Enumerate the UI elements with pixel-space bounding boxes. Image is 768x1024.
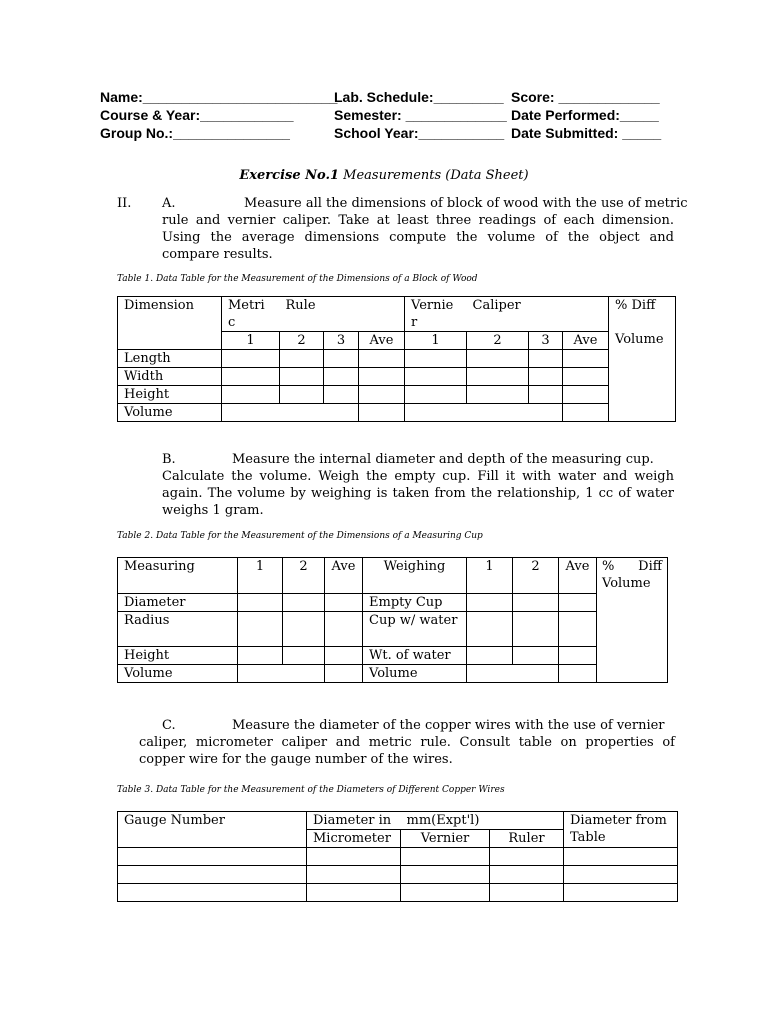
table-cell [238, 612, 283, 647]
table-cell [238, 665, 325, 683]
table2-caption: Table 2. Data Table for the Measurement of the Dimensions of a Measuring Cup [117, 531, 483, 541]
table-cell [401, 866, 490, 884]
table-cell [307, 848, 401, 866]
section-a-text: rule and vernier caliper. Take at least three readings of each dimension. Using the average dimensions compute the volume of the object and compare results. [162, 213, 674, 262]
header-row-3 [100, 124, 680, 142]
table-cell [283, 647, 325, 665]
table-cell [564, 848, 678, 866]
table1-row-label: Height [118, 386, 222, 404]
table-row [118, 866, 678, 884]
table2-w-sub-1: 1 [467, 558, 513, 594]
table3-header-row [118, 812, 678, 830]
table1-sub-1: 1 [222, 332, 280, 350]
table-cell [405, 368, 467, 386]
table-cell [238, 594, 283, 612]
table-cell [238, 647, 283, 665]
table2-row-3 [118, 647, 668, 665]
table1-metric-b: Rule [280, 297, 405, 332]
table3-caption: Table 3. Data Table for the Measurement of the Diameters of Different Copper Wires [117, 785, 505, 795]
table2-right-label: Cup w/ water [363, 612, 467, 647]
table-cell [559, 665, 597, 683]
score-field: Score: _____________ [511, 89, 660, 105]
group-no-field: Group No.:_______________ [100, 125, 290, 141]
table-cell [118, 848, 307, 866]
student-info-header [100, 88, 680, 142]
table-cell [467, 647, 513, 665]
table-cell [490, 866, 564, 884]
table-cell [513, 612, 559, 647]
table-cell [563, 404, 609, 422]
table-cell [325, 612, 363, 647]
table1-row-height [118, 386, 676, 404]
table-cell [222, 368, 280, 386]
table2-left-label: Volume [118, 665, 238, 683]
section-c-text: caliper, micrometer caliper and metric rule. Consult table on properties of copper wire for the gauge number of the wires. [139, 735, 675, 767]
table-cell [563, 368, 609, 386]
table2-right-label: Wt. of water [363, 647, 467, 665]
table2-m-sub-1: 1 [238, 558, 283, 594]
table1-row-length [118, 350, 676, 368]
table1-row-width [118, 368, 676, 386]
table2-weighing-header: Weighing [363, 558, 467, 594]
table1-vernier-a: Vernie r [405, 297, 467, 332]
table-cell [118, 884, 307, 902]
table-cell [325, 665, 363, 683]
table2-right-label: Empty Cup [363, 594, 467, 612]
table-cell [513, 594, 559, 612]
table-cell [564, 866, 678, 884]
table-cell [307, 884, 401, 902]
table-cell [324, 368, 359, 386]
table1-diff-header [609, 297, 676, 422]
table3-gauge-header: Gauge Number [118, 812, 307, 848]
table1-metric-a: Metri c [222, 297, 280, 332]
table-cell [280, 350, 324, 368]
table3 [117, 811, 678, 902]
table1-row-volume [118, 404, 676, 422]
table2-row-2 [118, 612, 668, 647]
table1-dimension-header: Dimension [118, 297, 222, 350]
table-cell [467, 665, 559, 683]
table-cell [564, 884, 678, 902]
table-cell [283, 612, 325, 647]
table3-from-table-header: Diameter from Table [564, 812, 678, 848]
section-c-letter: C. [162, 718, 176, 733]
table-cell [359, 368, 405, 386]
section-b-first-line: Measure the internal diameter and depth of the measuring cup. [232, 452, 654, 467]
table2-m-sub-ave: Ave [325, 558, 363, 594]
table-cell [467, 350, 529, 368]
table-cell [222, 404, 359, 422]
table-cell [529, 368, 563, 386]
table-cell [324, 386, 359, 404]
section-roman: II. [117, 196, 132, 211]
table-cell [490, 884, 564, 902]
table-cell [359, 404, 405, 422]
table3-diam-b: mm(Expt'l) [401, 812, 564, 830]
section-b-letter: B. [162, 452, 176, 467]
table1 [117, 296, 676, 422]
table-cell [467, 368, 529, 386]
table-cell [405, 404, 563, 422]
table-cell [563, 350, 609, 368]
table-cell [359, 350, 405, 368]
section-a-letter: A. [162, 196, 176, 211]
table1-sub-3: 3 [324, 332, 359, 350]
table-cell [325, 647, 363, 665]
table-cell [405, 350, 467, 368]
table-cell [405, 386, 467, 404]
table1-header-row [118, 297, 676, 332]
table1-sub-6: 3 [529, 332, 563, 350]
table-row [118, 848, 678, 866]
table1-diff-line2: Volume [615, 332, 664, 347]
table1-vernier-b: Caliper [467, 297, 609, 332]
table1-row-label: Volume [118, 404, 222, 422]
table2-measuring-header: Measuring [118, 558, 238, 594]
table3-diam-a: Diameter in [307, 812, 401, 830]
table1-sub-5: 2 [467, 332, 529, 350]
title-bold: Exercise No.1 [239, 168, 340, 183]
table3-sub-vernier: Vernier [401, 830, 490, 848]
table1-caption: Table 1. Data Table for the Measurement of the Dimensions of a Block of Wood [117, 274, 478, 284]
table-cell [559, 647, 597, 665]
table2-left-label: Radius [118, 612, 238, 647]
lab-schedule-field: Lab. Schedule:_________ [334, 89, 504, 105]
table1-row-label: Length [118, 350, 222, 368]
table-cell [490, 848, 564, 866]
title-rest: Measurements (Data Sheet) [339, 168, 529, 183]
table1-diff-line1: % Diff [615, 298, 656, 313]
table-cell [401, 848, 490, 866]
table2 [117, 557, 668, 683]
table-cell [359, 386, 405, 404]
course-year-field: Course & Year:____________ [100, 107, 294, 123]
table3-sub-ruler: Ruler [490, 830, 564, 848]
table-cell [467, 612, 513, 647]
section-a-first-line: Measure all the dimensions of block of wood with the use of metric [244, 196, 688, 211]
table-cell [280, 386, 324, 404]
semester-field: Semester: _____________ [334, 107, 507, 123]
header-row-2 [100, 106, 680, 124]
table1-sub-ave: Ave [359, 332, 405, 350]
table2-left-label: Diameter [118, 594, 238, 612]
table-cell [324, 350, 359, 368]
table2-w-sub-2: 2 [513, 558, 559, 594]
table2-diff-header: % Diff Volume [597, 558, 668, 683]
date-submitted-field: Date Submitted: _____ [511, 125, 662, 141]
table-cell [529, 350, 563, 368]
table-cell [222, 350, 280, 368]
section-b-text: Calculate the volume. Weigh the empty cup. Fill it with water and weigh again. The volume by weighing is taken from the relationship, 1 cc of water weighs 1 gram. [162, 469, 674, 518]
table2-row-1 [118, 594, 668, 612]
table2-row-4 [118, 665, 668, 683]
table2-w-sub-ave: Ave [559, 558, 597, 594]
table1-sub-4: 1 [405, 332, 467, 350]
table-cell [467, 386, 529, 404]
table-cell [559, 612, 597, 647]
name-field: Name:_________________________ [100, 89, 338, 105]
table1-sub-2: 2 [280, 332, 324, 350]
table-cell [467, 594, 513, 612]
table-cell [325, 594, 363, 612]
page-title [0, 168, 768, 183]
table-cell [283, 594, 325, 612]
table-cell [513, 647, 559, 665]
date-performed-field: Date Performed:_____ [511, 107, 659, 123]
table3-sub-micrometer: Micrometer [307, 830, 401, 848]
table-cell [222, 386, 280, 404]
table-cell [280, 368, 324, 386]
table2-right-label: Volume [363, 665, 467, 683]
table-cell [118, 866, 307, 884]
table2-left-label: Height [118, 647, 238, 665]
table2-header-row [118, 558, 668, 594]
table2-m-sub-2: 2 [283, 558, 325, 594]
table1-row-label: Width [118, 368, 222, 386]
school-year-field: School Year:___________ [334, 125, 505, 141]
table-cell [559, 594, 597, 612]
table-cell [401, 884, 490, 902]
table-cell [529, 386, 563, 404]
table-cell [563, 386, 609, 404]
table1-sub-ave-2: Ave [563, 332, 609, 350]
header-row-1 [100, 88, 680, 106]
table-row [118, 884, 678, 902]
section-c-first-line: Measure the diameter of the copper wires with the use of vernier [232, 718, 665, 733]
table-cell [307, 866, 401, 884]
